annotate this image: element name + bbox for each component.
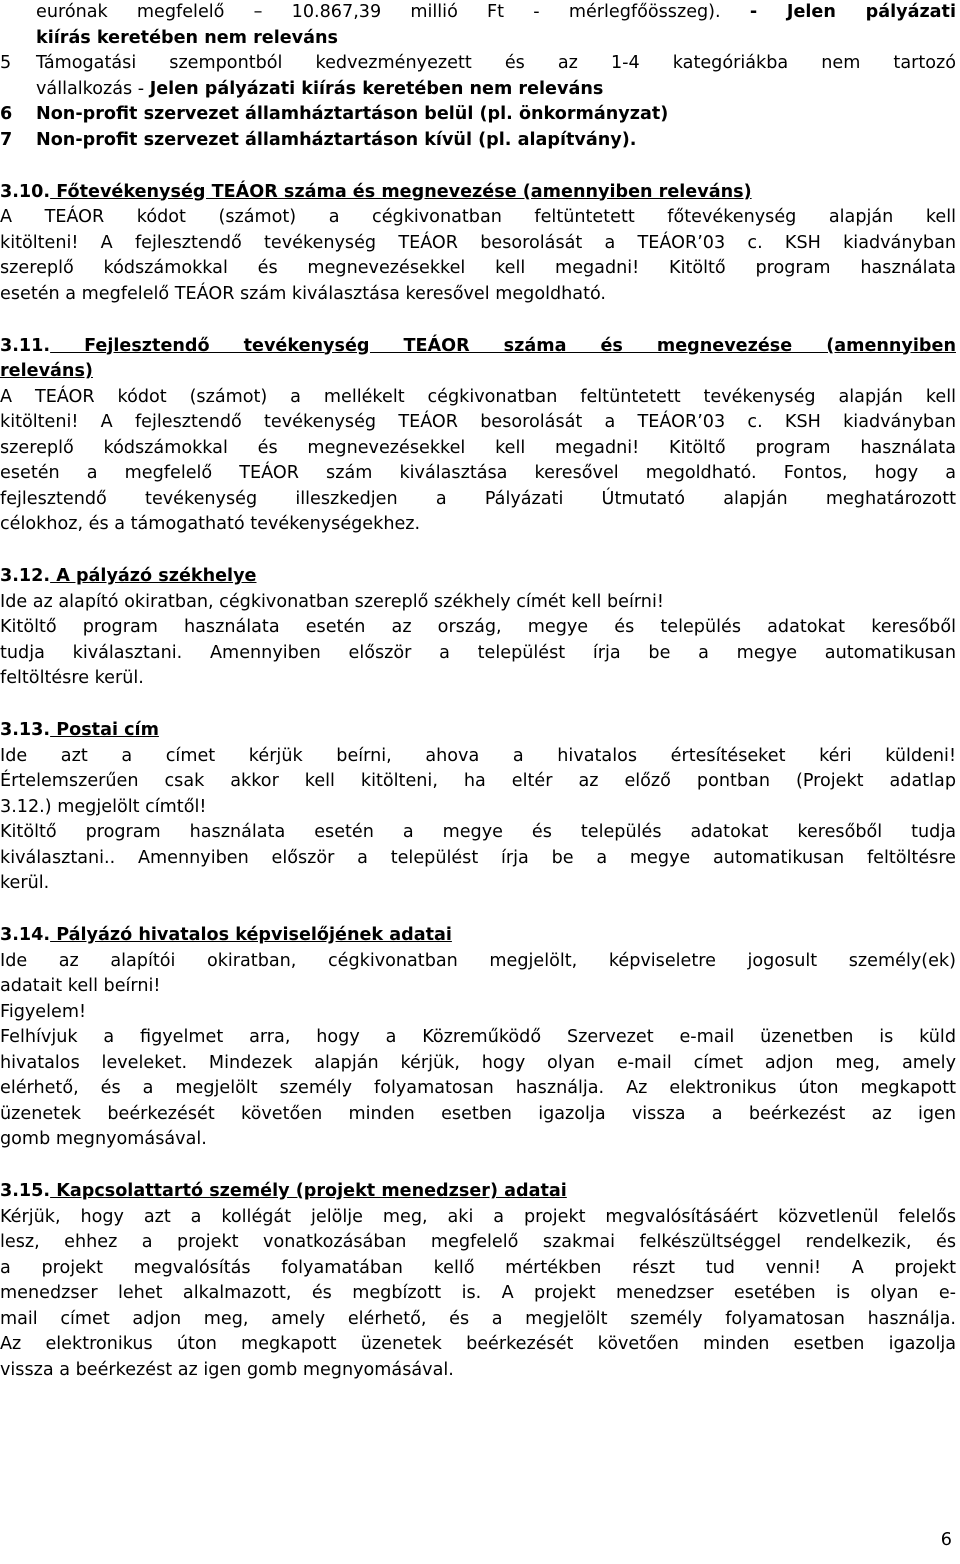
body-line: Ide az alapító okiratban, cégkivonatban szereplő székhely címét kell beírni!: [0, 591, 664, 612]
section-title: Pályázó hivatalos képviselőjének adatai: [50, 925, 452, 945]
body-line: célokhoz, és a támogatható tevékenységekhez.: [0, 514, 421, 534]
body-line: Az elektronikus úton megkapott üzenetek beérkezését követően minden esetben igazolja: [0, 1334, 956, 1354]
body-line: Kitöltő program használata esetén az ország, megye és település adatokat keresőből: [0, 617, 956, 637]
section-heading: [0, 564, 956, 590]
intro-line: [0, 0, 956, 26]
intro-text: eurónak megfelelő – 10.867,39 millió Ft - mérlegfőösszeg).: [36, 2, 750, 22]
body-line: Figyelem!: [0, 1001, 87, 1022]
item-text: vállalkozás -: [36, 78, 150, 99]
section-heading: [0, 334, 956, 360]
body-line: vissza a beérkezést az igen gomb megnyomásával.: [0, 1359, 454, 1380]
intro-line: kiírás keretében nem releváns: [36, 27, 339, 48]
body-line: A TEÁOR kódot (számot) a mellékelt cégkivonatban feltüntetett tevékenység alapján kell: [0, 386, 956, 407]
item-bold-text: Jelen pályázati kiírás keretében nem releváns: [149, 78, 604, 99]
section-title-continuation: releváns): [0, 361, 93, 381]
body-line: tudja kiválasztani. Amennyiben először a települést írja be a megye automatikusan: [0, 642, 956, 663]
section-title: Fejlesztendő tevékenység TEÁOR száma és megnevezése (amennyiben: [50, 335, 956, 356]
spacer: [0, 692, 956, 719]
body-line: kiválasztani.. Amennyiben először a települést írja be a megye automatikusan feltöltésre: [0, 847, 956, 868]
section-heading: [0, 1179, 956, 1205]
spacer: [0, 538, 956, 565]
body-line: Ide az alapítói okiratban, cégkivonatban megjelölt, képviseletre jogosult személy(ek): [0, 950, 956, 971]
body-line: szereplő kódszámokkal és megnevezésekkel kell megadni! Kitöltő program használata: [0, 258, 956, 278]
body-line: esetén a megfelelő TEÁOR szám kiválasztása keresővel megoldható. Fontos, hogy a: [0, 463, 956, 483]
section-heading: [0, 718, 956, 744]
body-line: hivatalos leveleket. Mindezek alapján kérjük, hogy olyan e-mail címet adjon meg, amely: [0, 1052, 956, 1073]
section-number: 3.12.: [0, 566, 51, 586]
section-title: Kapcsolattartó személy (projekt menedzser) adatai: [50, 1181, 567, 1201]
body-line: lesz, ehhez a projekt vonatkozásában megfelelő szakmai felkészültséggel rendelkezik, és: [0, 1232, 956, 1252]
body-line: feltöltésre kerül.: [0, 668, 144, 688]
spacer: [0, 307, 956, 334]
section-heading: [0, 180, 956, 206]
item-number: 6: [0, 104, 13, 124]
body-line: A TEÁOR kódot (számot) a cégkivonatban feltüntetett főtevékenység alapján kell: [0, 207, 956, 227]
section-number: 3.13.: [0, 720, 51, 740]
body-line: a projekt megvalósítás folyamatában kellő mértékben részt tud venni! A projekt: [0, 1257, 956, 1278]
body-line: fejlesztendő tevékenység illeszkedjen a Pályázati Útmutató alapján meghatározott: [0, 488, 956, 509]
page-number: 6: [940, 1530, 952, 1550]
item-text: Non-profit szervezet államháztartáson kívül (pl. alapítvány).: [36, 129, 637, 150]
section-number: 3.15.: [0, 1181, 51, 1201]
body-line: elérhető, és a megjelölt személy folyamatosan használja. Az elektronikus úton megkapott: [0, 1078, 956, 1098]
body-line: gomb megnyomásával.: [0, 1129, 207, 1149]
section-title: Postai cím: [50, 720, 159, 740]
body-line: Kérjük, hogy azt a kollégát jelölje meg, aki a projekt megvalósításáért közvetlenül felelős: [0, 1206, 956, 1227]
item-number: 5: [0, 53, 12, 73]
body-line: 3.12.) megjelölt címtől!: [0, 796, 207, 817]
intro-bold-text: - Jelen pályázati: [749, 2, 956, 22]
section-title: Főtevékenység TEÁOR száma és megnevezése (amennyiben releváns): [50, 181, 752, 202]
item-text: Támogatási szempontból kedvezményezett és az 1-4 kategóriákba nem tartozó: [36, 53, 956, 73]
section-heading: [0, 923, 956, 949]
category-item: [0, 51, 956, 77]
body-line: esetén a megfelelő TEÁOR szám kiválasztása keresővel megoldható.: [0, 283, 607, 304]
body-line: Ide azt a címet kérjük beírni, ahova a hivatalos értesítéseket kéri küldeni!: [0, 745, 956, 766]
body-line: Értelemszerűen csak akkor kell kitölteni, ha eltér az előző pontban (Projekt adatlap: [0, 771, 956, 791]
body-line: Kitöltő program használata esetén a megye és település adatokat keresőből tudja: [0, 822, 956, 842]
body-line: szereplő kódszámokkal és megnevezésekkel kell megadni! Kitöltő program használata: [0, 437, 956, 458]
category-item-continuation: [0, 77, 956, 103]
section-number: 3.14.: [0, 925, 51, 945]
body-line: mail címet adjon meg, amely elérhető, és a megjelölt személy folyamatosan használja.: [0, 1308, 956, 1329]
body-line: Felhívjuk a figyelmet arra, hogy a Közreműködő Szervezet e-mail üzenetben is küld: [0, 1027, 956, 1047]
category-item: [0, 102, 956, 128]
body-line: üzenetek beérkezését követően minden esetben igazolja vissza a beérkezést az igen: [0, 1103, 956, 1124]
spacer: [0, 897, 956, 924]
body-line: kitölteni! A fejlesztendő tevékenység TEÁOR besorolását a TEÁOR’03 c. KSH kiadványban: [0, 232, 956, 253]
body-line: menedzser lehet alkalmazott, és megbízott is. A projekt menedzser esetében is olyan e-: [0, 1283, 956, 1303]
body-line: adatait kell beírni!: [0, 976, 161, 996]
section-title: A pályázó székhelye: [50, 566, 257, 586]
category-item: [0, 128, 956, 154]
spacer: [0, 1153, 956, 1180]
section-number: 3.10.: [0, 181, 51, 202]
body-line: kitölteni! A fejlesztendő tevékenység TEÁOR besorolását a TEÁOR’03 c. KSH kiadványban: [0, 412, 956, 432]
body-line: kerül.: [0, 873, 50, 893]
item-number: 7: [0, 129, 13, 150]
section-number: 3.11.: [0, 335, 51, 356]
spacer: [0, 153, 956, 180]
item-text: Non-profit szervezet államháztartáson belül (pl. önkormányzat): [36, 104, 669, 124]
